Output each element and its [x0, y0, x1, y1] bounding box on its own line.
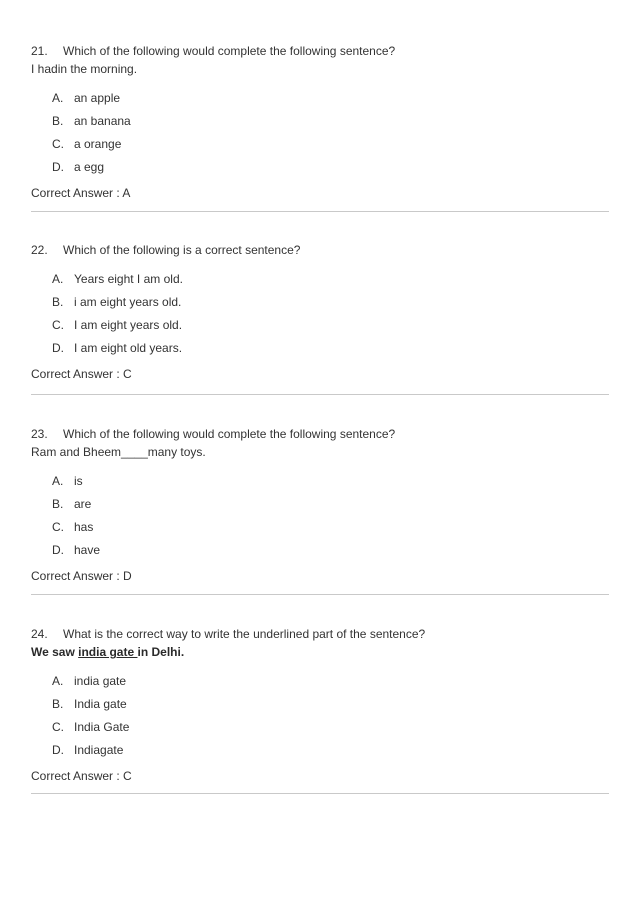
option-letter: C. [52, 137, 64, 151]
question-number: 23. [31, 427, 48, 441]
option-text: I am eight old years. [74, 341, 183, 355]
question-prompt: Which of the following would complete the following sentence? [63, 44, 396, 58]
option-a [31, 473, 609, 496]
option-d [31, 340, 609, 363]
option-text: India gate [74, 697, 127, 711]
option-b [31, 294, 609, 317]
option-text: a egg [74, 160, 105, 174]
question-number: 21. [31, 44, 48, 58]
option-letter: C. [52, 318, 64, 332]
option-letter: A. [52, 674, 64, 688]
option-text: i am eight years old. [74, 295, 182, 309]
option-text: an apple [74, 91, 121, 105]
option-c [31, 519, 609, 542]
option-b [31, 696, 609, 719]
option-c [31, 719, 609, 742]
question-number: 24. [31, 627, 48, 641]
option-d [31, 159, 609, 182]
option-letter: A. [52, 91, 64, 105]
question-sentence: Ram and Bheem____many toys. [31, 445, 206, 459]
question-prompt: Which of the following is a correct sentence? [63, 243, 301, 257]
option-letter: D. [52, 743, 64, 757]
question-divider [31, 594, 609, 595]
correct-answer: Correct Answer : D [31, 569, 132, 583]
option-text: India Gate [74, 720, 130, 734]
question-24 [31, 626, 609, 784]
option-d [31, 742, 609, 765]
option-letter: B. [52, 295, 64, 309]
option-letter: D. [52, 341, 64, 355]
sentence-after: in Delhi. [137, 645, 185, 659]
option-text: an banana [74, 114, 131, 128]
correct-answer: Correct Answer : C [31, 367, 132, 381]
option-letter: C. [52, 720, 64, 734]
option-text: I am eight years old. [74, 318, 183, 332]
correct-answer: Correct Answer : C [31, 769, 132, 783]
option-a [31, 90, 609, 113]
option-letter: A. [52, 474, 64, 488]
question-23 [31, 426, 609, 584]
options-list [31, 473, 609, 565]
option-c [31, 136, 609, 159]
question-sentence: I hadin the morning. [31, 62, 138, 76]
option-b [31, 496, 609, 519]
question-sentence [31, 644, 609, 660]
question-21 [31, 43, 609, 201]
option-letter: B. [52, 697, 64, 711]
option-text: Indiagate [74, 743, 124, 757]
option-text: have [74, 543, 101, 557]
question-divider [31, 211, 609, 212]
option-letter: C. [52, 520, 64, 534]
option-a [31, 673, 609, 696]
option-letter: D. [52, 160, 64, 174]
question-prompt: What is the correct way to write the underlined part of the sentence? [63, 627, 426, 641]
options-list [31, 271, 609, 363]
option-letter: D. [52, 543, 64, 557]
option-text: Years eight I am old. [74, 272, 183, 286]
option-letter: A. [52, 272, 64, 286]
question-22 [31, 242, 609, 382]
options-list [31, 673, 609, 765]
question-number: 22. [31, 243, 48, 257]
option-c [31, 317, 609, 340]
option-text: are [74, 497, 92, 511]
option-letter: B. [52, 114, 64, 128]
underlined-text: india gate [78, 645, 138, 659]
question-divider [31, 793, 609, 794]
option-letter: B. [52, 497, 64, 511]
option-text: is [74, 474, 83, 488]
question-prompt: Which of the following would complete the following sentence? [63, 427, 396, 441]
correct-answer: Correct Answer : A [31, 186, 131, 200]
option-text: india gate [74, 674, 127, 688]
option-text: has [74, 520, 94, 534]
option-text: a orange [74, 137, 122, 151]
options-list [31, 90, 609, 182]
question-divider [31, 394, 609, 395]
sentence-before: We saw [31, 645, 79, 659]
option-b [31, 113, 609, 136]
option-d [31, 542, 609, 565]
option-a [31, 271, 609, 294]
